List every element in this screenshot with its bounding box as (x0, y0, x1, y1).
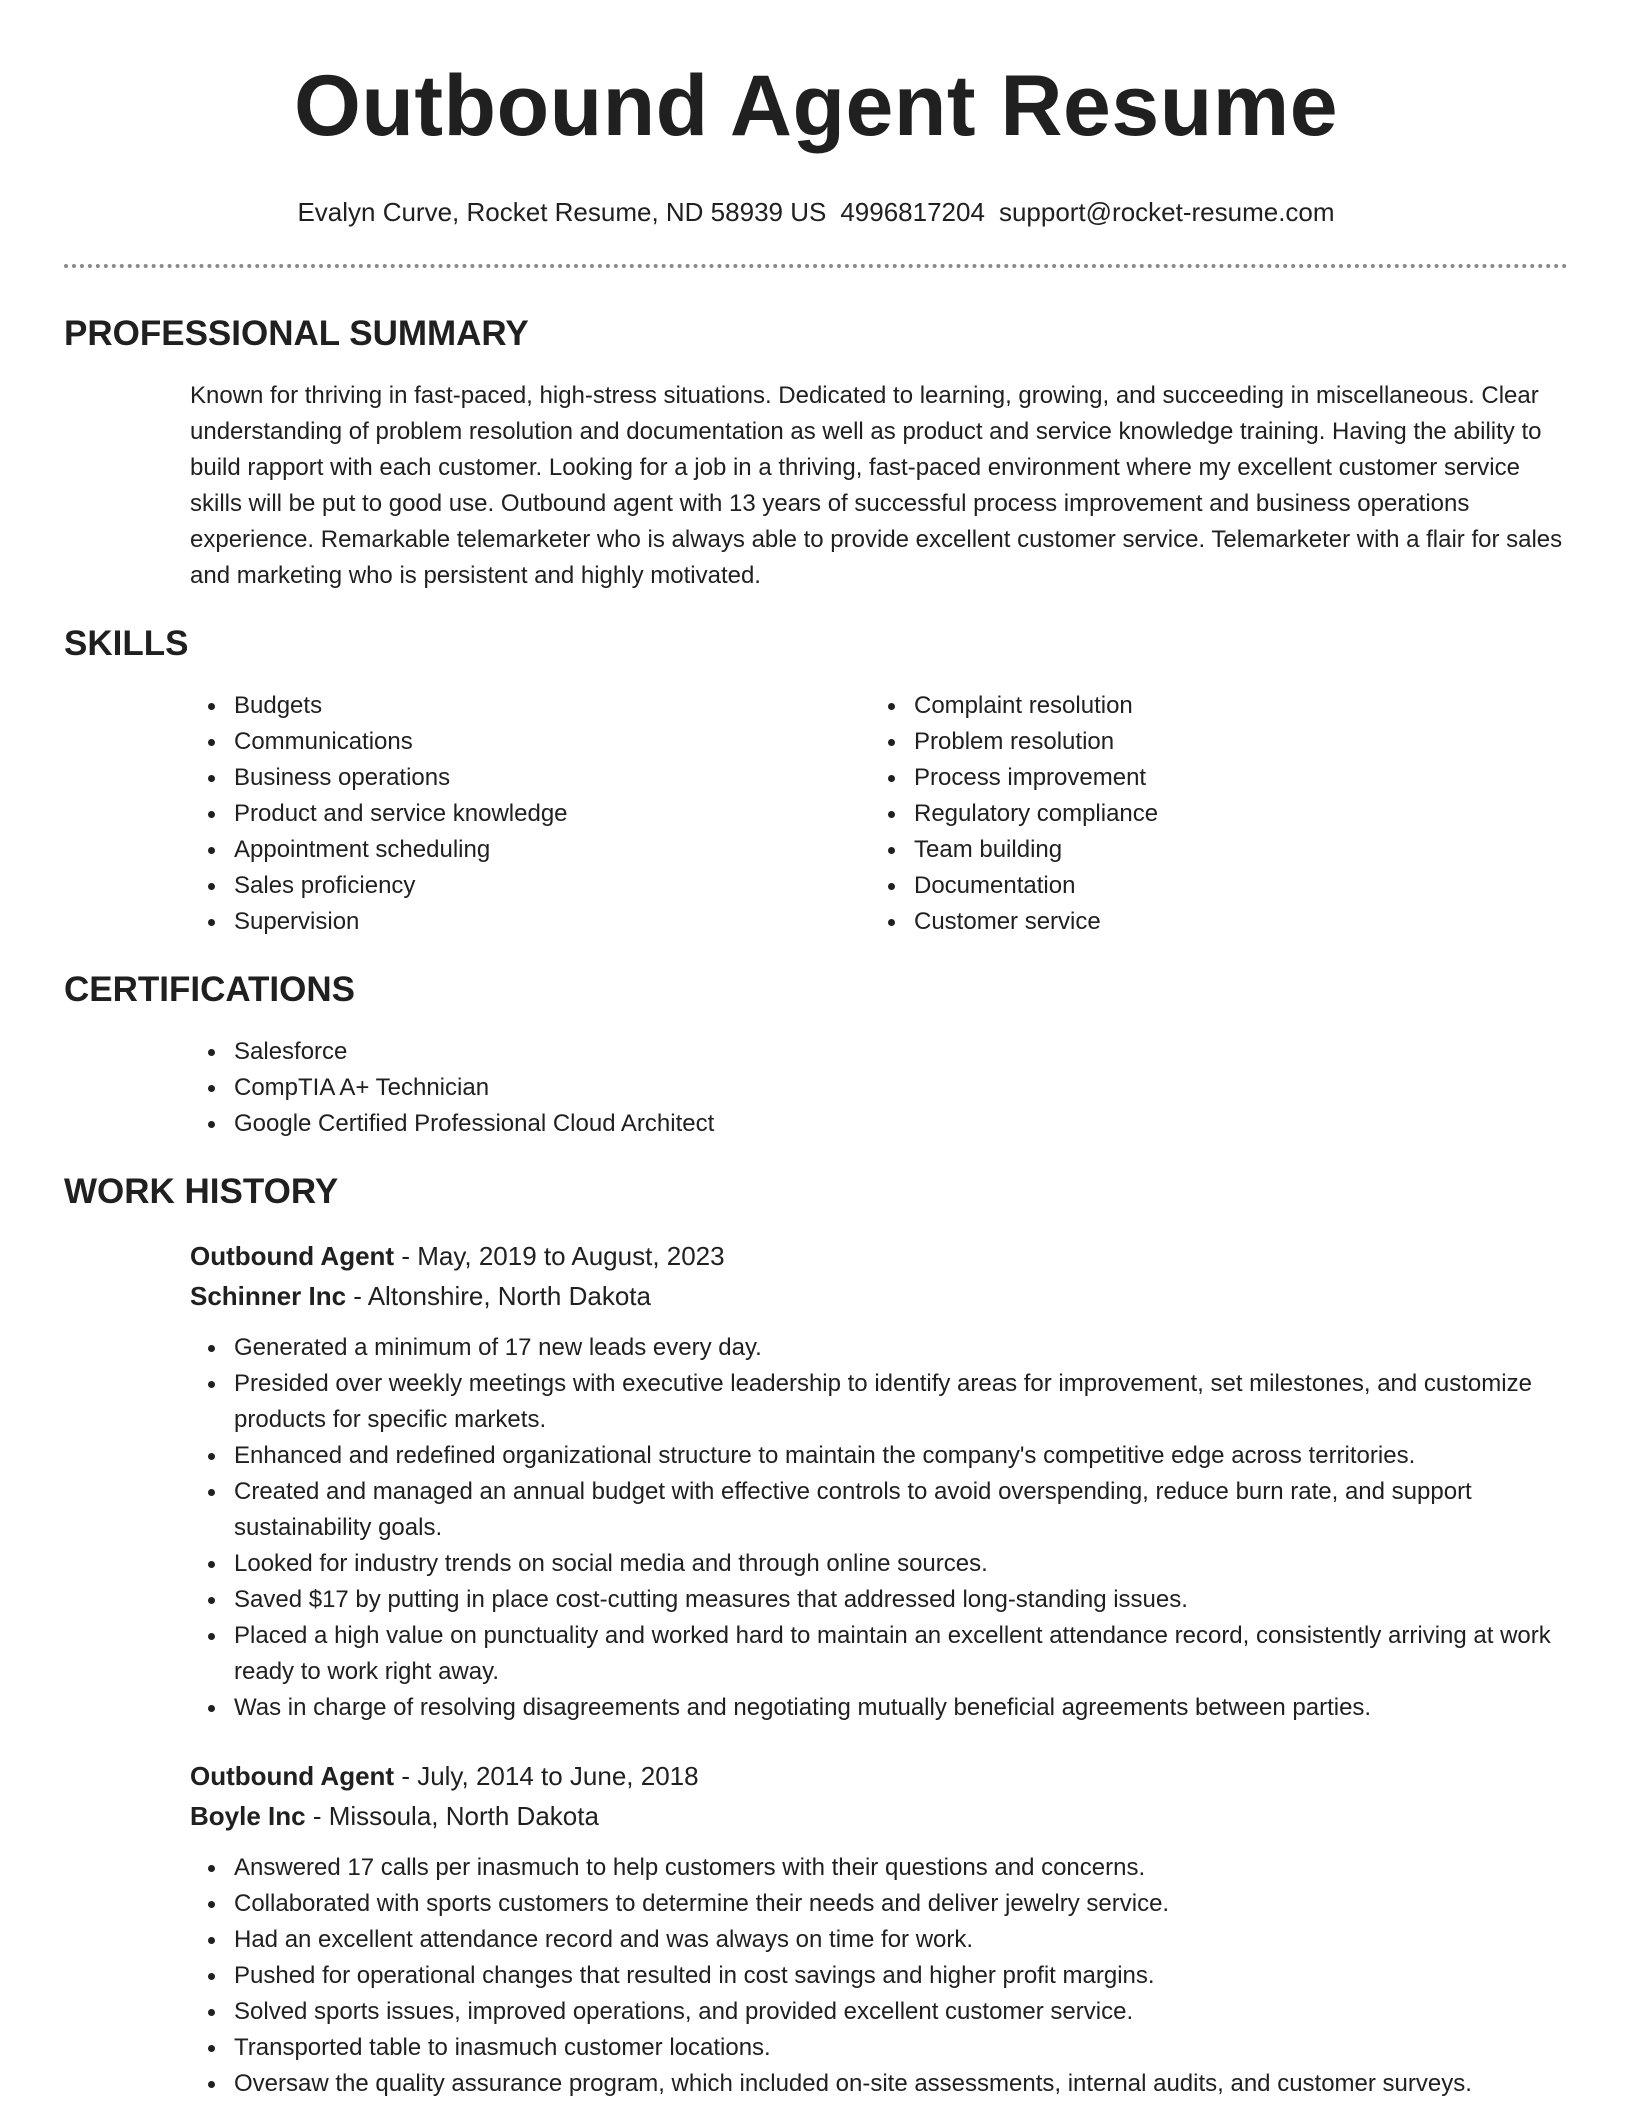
job-title: Outbound Agent (190, 1241, 395, 1271)
work-history-heading: WORK HISTORY (64, 1172, 339, 1211)
job-bullet: Solved sports issues, improved operations, and provided excellent customer service. (234, 1994, 1568, 2030)
skill-item: Budgets (234, 688, 870, 724)
job-bullet: Was in charge of resolving disagreements and negotiating mutually beneficial agreements between parties. (234, 1690, 1568, 1726)
professional-summary-section (64, 312, 1568, 594)
contact-phone: 4996817204 (840, 197, 985, 227)
contact-address: Evalyn Curve, Rocket Resume, ND 58939 US (297, 197, 827, 227)
skill-item: Documentation (914, 868, 1550, 904)
job-bullet: Presided over weekly meetings with executive leadership to identify areas for improvement, set milestones, and customize products for specific markets. (234, 1366, 1568, 1438)
job-location: - Altonshire, North Dakota (346, 1281, 651, 1311)
skills-column-left (190, 688, 870, 940)
job-entry (190, 1756, 1568, 2102)
skills-heading: SKILLS (64, 624, 189, 663)
job-bullet: Generated a minimum of 17 new leads every day. (234, 1330, 1568, 1366)
skills-grid (190, 688, 1568, 940)
job-bullet: Pushed for operational changes that resulted in cost savings and higher profit margins. (234, 1958, 1568, 1994)
certifications-list (190, 1034, 1568, 1142)
skills-column-right (870, 688, 1550, 940)
certification-item: Salesforce (234, 1034, 1568, 1070)
certification-item: Google Certified Professional Cloud Architect (234, 1106, 1568, 1142)
job-bullet: Looked for industry trends on social media and through online sources. (234, 1546, 1568, 1582)
certification-item: CompTIA A+ Technician (234, 1070, 1568, 1106)
job-company-line (190, 1796, 1568, 1836)
skill-item: Product and service knowledge (234, 796, 870, 832)
job-bullet: Placed a high value on punctuality and worked hard to maintain an excellent attendance record, consistently arriving at work ready to work right away. (234, 1618, 1568, 1690)
job-bullet: Created and managed an annual budget with effective controls to avoid overspending, reduce burn rate, and support sustainability goals. (234, 1474, 1568, 1546)
job-dates: - May, 2019 to August, 2023 (394, 1241, 725, 1271)
job-bullet: Collaborated with sports customers to determine their needs and deliver jewelry service. (234, 1886, 1568, 1922)
certifications-section (64, 968, 1568, 1142)
job-bullet: Answered 17 calls per inasmuch to help customers with their questions and concerns. (234, 1850, 1568, 1886)
professional-summary-text: Known for thriving in fast-paced, high-stress situations. Dedicated to learning, growing, and succeeding in miscellaneous. Clear understanding of problem resolution and documentation as well as product and service knowledge training. Having the ability to build rapport with each customer. Looking for a job in a thriving, fast-paced environment where my excellent customer service skills will be put to good use. Outbound agent with 13 years of successful process improvement and business operations experience. Remarkable telemarketer who is always able to provide excellent customer service. Telemarketer with a flair for sales and marketing who is persistent and highly motivated. (190, 382, 1563, 589)
job-location: - Missoula, North Dakota (305, 1801, 599, 1831)
resume-header (64, 0, 1568, 268)
job-bullet: Transported table to inasmuch customer locations. (234, 2030, 1568, 2066)
skill-item: Communications (234, 724, 870, 760)
professional-summary-heading: PROFESSIONAL SUMMARY (64, 314, 529, 353)
certifications-heading: CERTIFICATIONS (64, 970, 356, 1009)
skill-item: Process improvement (914, 760, 1550, 796)
skill-item: Regulatory compliance (914, 796, 1550, 832)
skill-item: Sales proficiency (234, 868, 870, 904)
skill-item: Business operations (234, 760, 870, 796)
contact-email: support@rocket-resume.com (998, 197, 1335, 227)
job-title: Outbound Agent (190, 1761, 395, 1791)
job-bullets (190, 1330, 1568, 1726)
job-title-line (190, 1756, 1568, 1796)
skill-item: Team building (914, 832, 1550, 868)
skills-list-right (870, 688, 1550, 940)
skill-item: Complaint resolution (914, 688, 1550, 724)
header-divider (64, 264, 1568, 268)
skill-item: Problem resolution (914, 724, 1550, 760)
job-company: Boyle Inc (190, 1801, 306, 1831)
job-bullet: Saved $17 by putting in place cost-cutting measures that addressed long-standing issues. (234, 1582, 1568, 1618)
certifications-list-wrapper (190, 1034, 1568, 1142)
skills-list-left (190, 688, 870, 940)
job-company: Schinner Inc (190, 1281, 347, 1311)
job-bullet: Had an excellent attendance record and was always on time for work. (234, 1922, 1568, 1958)
skills-section (64, 622, 1568, 940)
skill-item: Appointment scheduling (234, 832, 870, 868)
job-bullet: Oversaw the quality assurance program, which included on-site assessments, internal audits, and customer surveys. (234, 2066, 1568, 2102)
job-title-line (190, 1236, 1568, 1276)
job-dates: - July, 2014 to June, 2018 (394, 1761, 699, 1791)
skill-item: Supervision (234, 904, 870, 940)
job-bullets (190, 1850, 1568, 2102)
work-history-section (64, 1170, 1568, 2102)
job-company-line (190, 1276, 1568, 1316)
job-bullet: Enhanced and redefined organizational structure to maintain the company's competitive edge across territories. (234, 1438, 1568, 1474)
resume-title: Outbound Agent Resume (293, 58, 1339, 154)
contact-line (64, 196, 1568, 228)
skill-item: Customer service (914, 904, 1550, 940)
job-entry (190, 1236, 1568, 1726)
